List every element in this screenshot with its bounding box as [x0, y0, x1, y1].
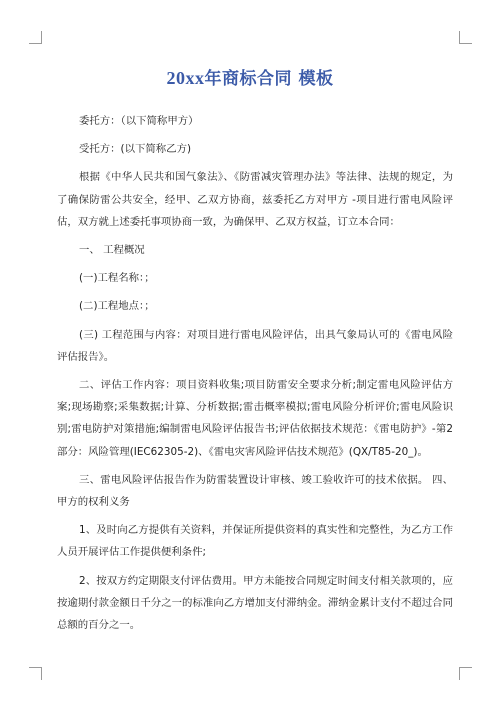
document-title: [0, 64, 500, 89]
paragraph-preamble: 根据《中华人民共和国气象法》、《防雷减灾管理办法》等法律、法规的规定，为了确保防雷公共安全，经甲、乙双方协商，兹委托乙方对甲方 -项目进行雷电风险评估，双方就上述委托事项协商一致，为确保甲、乙双方权益，订立本合同：: [57, 171, 453, 228]
corner-mark-top-right: [459, 31, 472, 44]
paragraph-duty-1: 1、及时向乙方提供有关资料，并保证所提供资料的真实性和完整性，为乙方工作人员开展评估工作提供便利条件;: [57, 524, 453, 559]
corner-mark-bottom-right: [459, 667, 472, 680]
document-title-text: 年商标合同 模板: [204, 69, 334, 89]
paragraph-duty-2: 2、按双方约定期限支付评估费用。甲方未能按合同规定时间支付相关款项的，应按逾期付款金额日千分之一的标准向乙方增加支付滞纳金。滞纳金累计支付不超过合同总额的百分之一。: [57, 574, 453, 632]
paragraph-work-content: 二、评估工作内容：项目资料收集;项目防雷安全要求分析;制定雷电风险评估方案;现场勘察;采集数据;计算、分析数据;雷击概率模拟;雷电风险分析评价;雷电风险识别;雷电防护对策措施;编制雷电风险评估报告书;评估依据技术规范：《雷电防护》-第2 部分：风险管理(IEC62305-2)、《雷电灾害风险评估技术规范》(QX/T85-20_)。: [57, 379, 453, 458]
paragraph-project-scope: (三) 工程范围与内容：对项目进行雷电风险评估，出具气象局认可的《雷电风险评估报告》。: [57, 328, 453, 363]
section-heading-overview: 一、 工程概况: [79, 244, 145, 257]
paragraph-project-name: (一)工程名称：；: [79, 272, 155, 285]
document-body: [57, 110, 453, 642]
corner-mark-bottom-left: [29, 667, 42, 680]
corner-mark-top-left: [29, 31, 42, 44]
paragraph-project-location: (二)工程地点：；: [79, 300, 155, 313]
paragraph-contractor: 受托方：(以下简称乙方): [79, 143, 192, 156]
paragraph-client: 委托方：（以下简称甲方）: [79, 115, 199, 127]
document-title-year: 20xx: [166, 68, 205, 88]
paragraph-report-basis: 三、雷电风险评估报告作为防雷装置设计审核、竣工验收许可的技术依据。 四、甲方的权利义务: [57, 473, 453, 509]
